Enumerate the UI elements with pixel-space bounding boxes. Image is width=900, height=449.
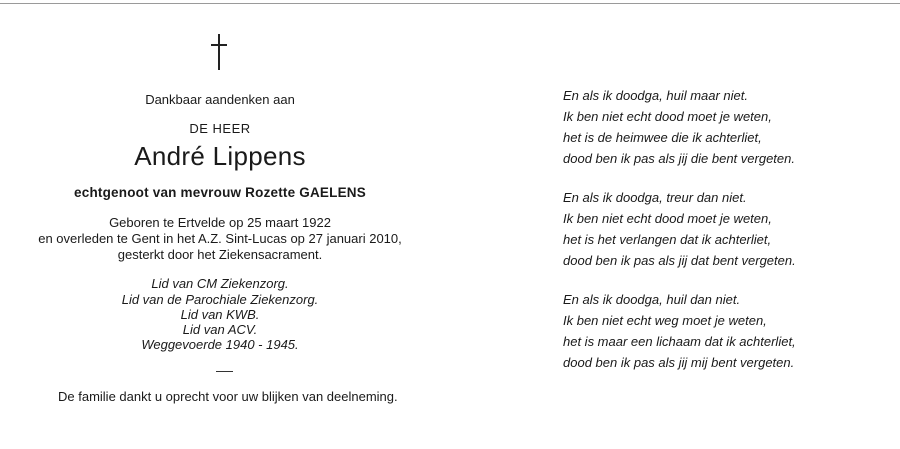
membership-line: Lid van CM Ziekenzorg. (151, 276, 289, 291)
membership-line: Lid van de Parochiale Ziekenzorg. (121, 292, 319, 307)
poem-line: dood ben ik pas als jij dat bent vergeten. (563, 253, 796, 268)
poem-line: dood ben ik pas als jij die bent vergeten. (563, 151, 795, 166)
poem-line: En als ik doodga, huil dan niet. (563, 292, 741, 307)
poem-line: En als ik doodga, huil maar niet. (563, 88, 748, 103)
poem-line: Ik ben niet echt weg moet je weten, (563, 313, 767, 328)
poem-line: het is maar een lichaam dat ik achterliet, (563, 334, 796, 349)
membership-line: Weggevoerde 1940 - 1945. (141, 337, 299, 352)
poem-line: dood ben ik pas als jij mij bent vergeten. (563, 355, 795, 370)
honorific-title: DE HEER (189, 121, 251, 136)
membership-line: Lid van ACV. (182, 322, 258, 337)
intro-text: Dankbaar aandenken aan (145, 92, 295, 107)
birth-line: Geboren te Ertvelde op 25 maart 1922 (109, 215, 331, 230)
poem-line: Ik ben niet echt dood moet je weten, (563, 109, 772, 124)
spouse-line: echtgenoot van mevrouw Rozette GAELENS (74, 185, 366, 200)
poem-line: het is de heimwee die ik achterliet, (563, 130, 762, 145)
thanks-text: De familie dankt u oprecht voor uw blijken van deelneming. (58, 389, 398, 404)
membership-line: Lid van KWB. (180, 307, 260, 322)
divider-dash (216, 371, 233, 372)
deceased-name: André Lippens (134, 141, 306, 171)
sacrament-line: gesterkt door het Ziekensacrament. (117, 247, 323, 262)
cross-icon (209, 34, 229, 70)
poem-line: En als ik doodga, treur dan niet. (563, 190, 747, 205)
poem-line: Ik ben niet echt dood moet je weten, (563, 211, 772, 226)
top-border-line (0, 3, 900, 4)
death-line: en overleden te Gent in het A.Z. Sint-Lucas op 27 januari 2010, (38, 231, 402, 246)
poem-line: het is het verlangen dat ik achterliet, (563, 232, 772, 247)
